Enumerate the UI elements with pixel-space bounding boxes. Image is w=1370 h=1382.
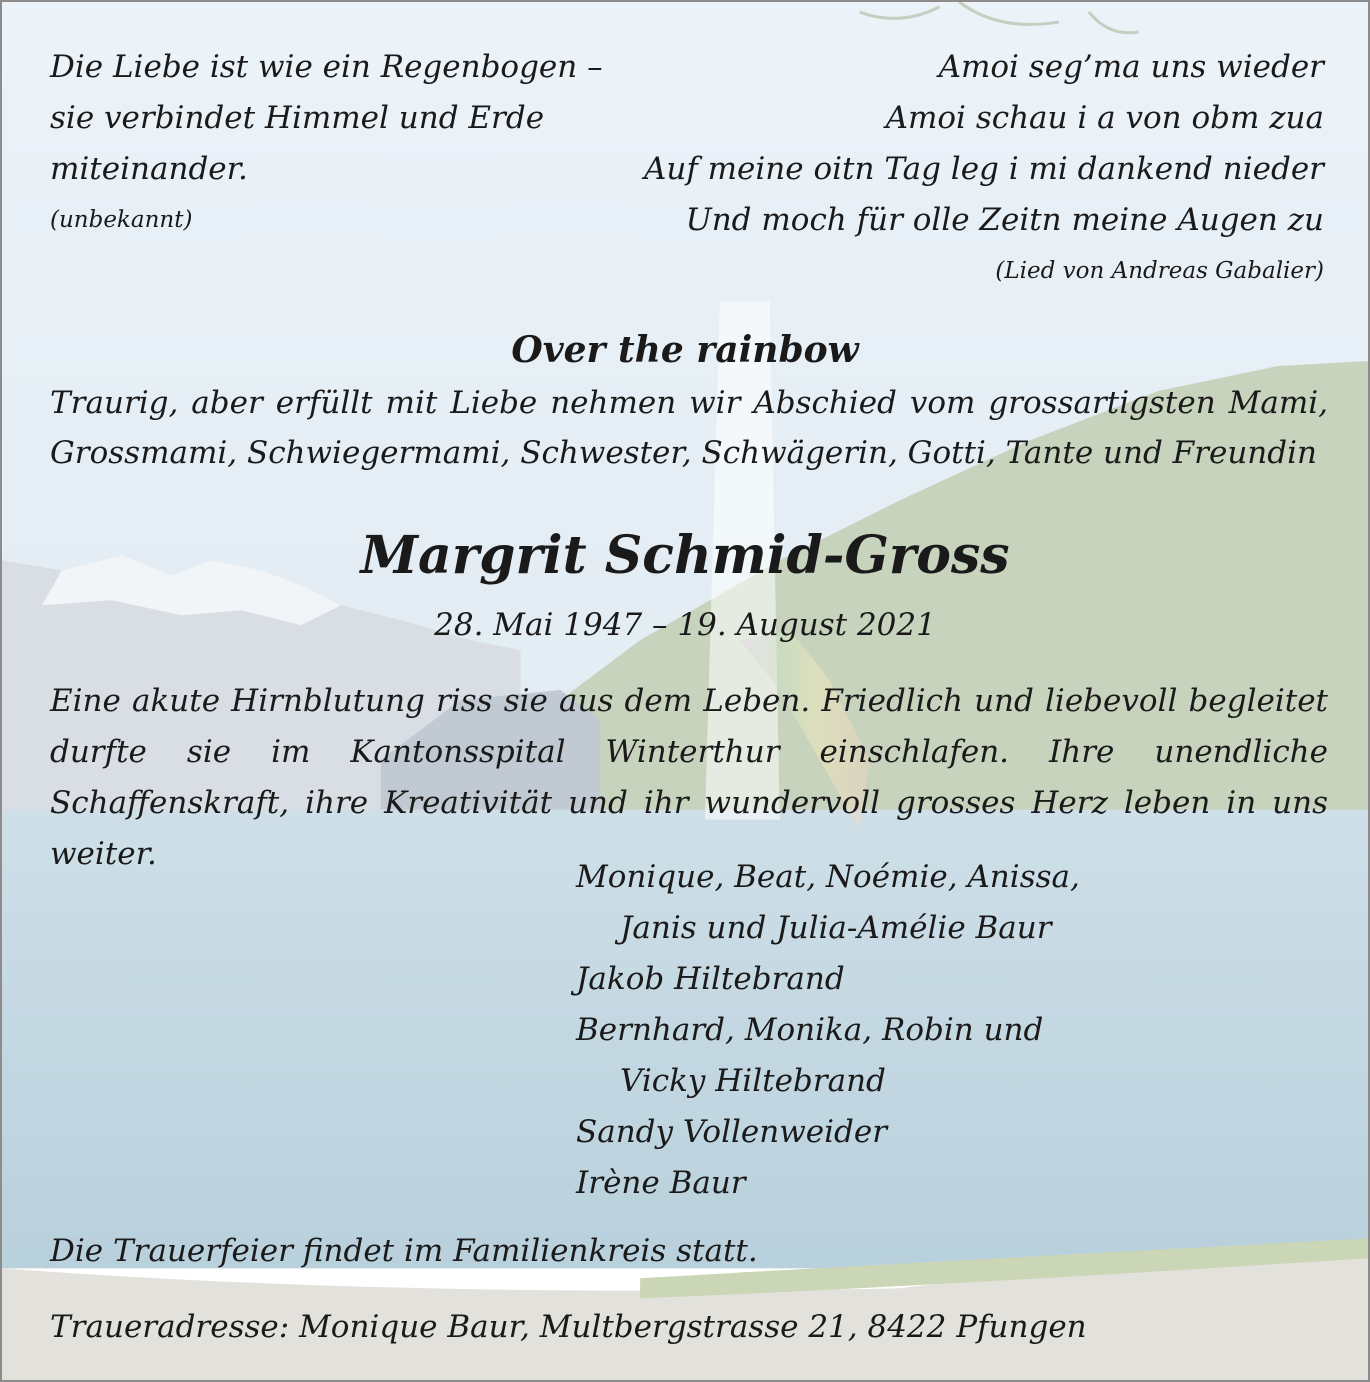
- intro-text: Traurig, aber erfüllt mit Liebe nehmen wir Abschied vom grossartigsten Mami, Grossmami, Schwiegermami, Schwester, Schwägerin, Gotti, Tante und Freundin: [50, 385, 1328, 471]
- obituary-content: [2, 2, 1368, 1380]
- quote-right-source: (Lied von Andreas Gabalier): [995, 258, 1324, 284]
- quote-right-line: Und moch für olle Zeitn meine Augen zu: [685, 202, 1324, 238]
- quote-left: [50, 42, 603, 246]
- deceased-name: Margrit Schmid-Gross: [360, 525, 1010, 586]
- mourner-entry: Janis und Julia-Amélie Baur: [620, 910, 1052, 946]
- quote-left-line: miteinander.: [50, 151, 248, 187]
- mourner-entry: Irène Baur: [576, 1165, 746, 1201]
- headline: Over the rainbow: [511, 329, 859, 371]
- mourners-list: [576, 852, 1080, 1209]
- ceremony-notice: Die Trauerfeier findet im Familienkreis statt.: [50, 1233, 758, 1269]
- message-text: Eine akute Hirnblutung riss sie aus dem Leben. Friedlich und liebevoll begleitet durfte sie im Kantonsspital Winterthur einschlafen. Ihre unendliche Schaffenskraft, ihre Kreativität und ihr wundervoll grosses Herz leben in uns weiter.: [50, 683, 1328, 872]
- mourner-entry: Vicky Hiltebrand: [620, 1063, 886, 1099]
- mourner-entry: Monique, Beat, Noémie, Anissa,: [576, 859, 1080, 895]
- quote-left-source: (unbekannt): [50, 207, 193, 233]
- quote-left-line: sie verbindet Himmel und Erde: [50, 100, 545, 136]
- quote-right-line: Amoi seg’ma uns wieder: [938, 49, 1324, 85]
- mourner-entry: Jakob Hiltebrand: [576, 961, 845, 997]
- quote-left-line: Die Liebe ist wie ein Regenbogen –: [50, 49, 603, 85]
- quote-right-line: Auf meine oitn Tag leg i mi dankend nieder: [643, 151, 1324, 187]
- quote-right: [644, 42, 1324, 297]
- mourner-entry: Sandy Vollenweider: [576, 1114, 888, 1150]
- mourning-address: Traueradresse: Monique Baur, Multbergstrasse 21, 8422 Pfungen: [50, 1309, 1087, 1345]
- mourner-entry: Bernhard, Monika, Robin und: [576, 1012, 1044, 1048]
- life-dates: 28. Mai 1947 – 19. August 2021: [434, 607, 936, 643]
- quote-right-line: Amoi schau i a von obm zua: [885, 100, 1324, 136]
